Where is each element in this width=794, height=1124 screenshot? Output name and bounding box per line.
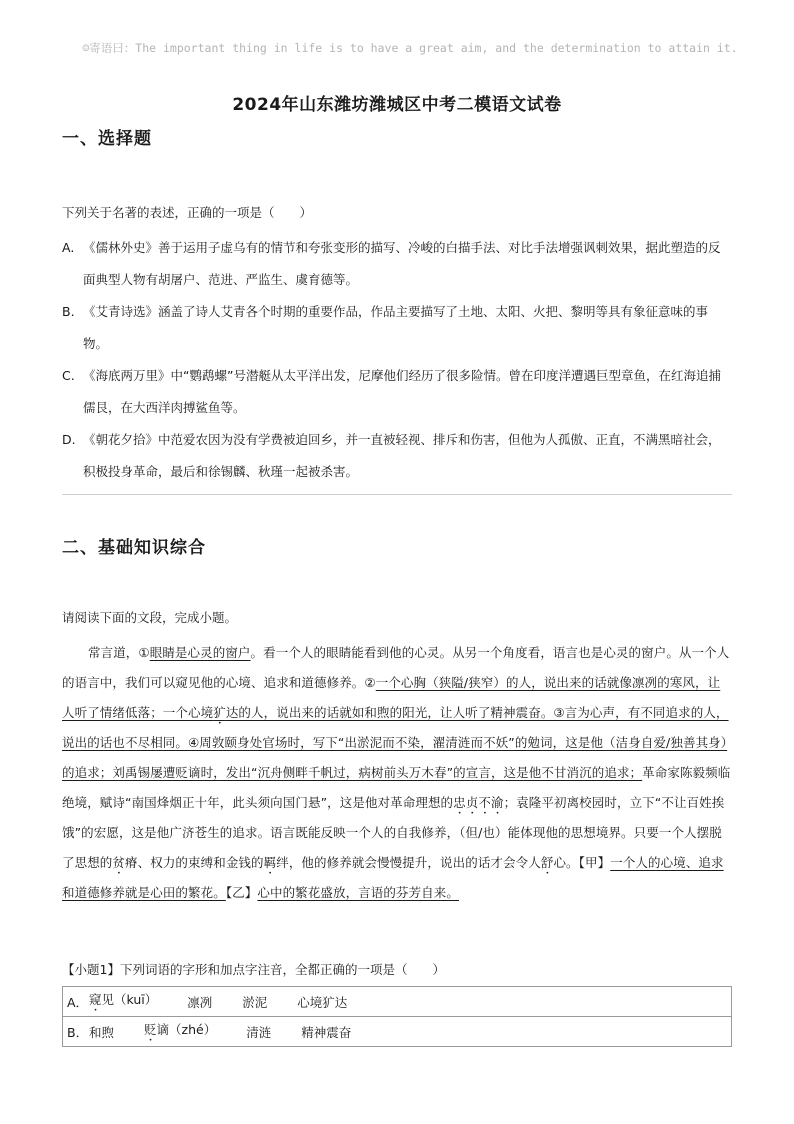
table-row[interactable] xyxy=(63,1017,732,1047)
reading-instruction: 请阅读下面的文段，完成小题。 xyxy=(62,610,238,625)
underlined-sentence: 心中的繁花盛放，言语的芬芳自来。 xyxy=(257,885,459,900)
option-label: D. xyxy=(62,432,76,447)
section-divider xyxy=(62,494,732,495)
option-label: B. xyxy=(62,304,75,319)
option-text: 《朝花夕拾》中范爱农因为没有学费被迫回乡，并一直被轻视、排斥和伤害，但他为人孤傲、正直，不满黑暗社会，积极投身革命，最后和徐锡麟、秋瑾一起被杀害。 xyxy=(83,432,721,479)
option-word: 凛冽 xyxy=(187,994,213,1010)
option-word xyxy=(144,1020,216,1044)
underlined-sentence: 达的人，说出来的话就如和煦的阳光，让人听了精神震奋。③言为心声，有不同追求的人，说出的话也不尽相同。④周敦颐身处官场时，写下“出淤泥而不染，濯清涟而不妖”的勉词，这是他（洁身自爱/独善其身）的追求；刘禹锡屡遭贬谪时，发出“沉舟侧畔千帆过，病树前头万木春”的宣言，这是他不甘消沉的追求； xyxy=(62,705,729,780)
passage-text: 心。【甲】 xyxy=(553,855,611,870)
page-title: 2024年山东潍坊潍城区中考二模语文试卷 xyxy=(232,95,562,115)
option-label: C. xyxy=(62,368,75,383)
passage-text: 。看一个人的眼睛能看到他的心灵。从另一个角度看，语言也是心灵的窗户。从一个人的语言中，我们可以窥见他的心境、追求和道德修养。② xyxy=(62,645,730,690)
subquestion-stem: 【小题1】下列词语的字形和加点字注音，全都正确的一项是（ ） xyxy=(62,962,445,977)
option-label: A． xyxy=(67,994,89,1010)
passage-text: 常言道，① xyxy=(88,645,150,660)
section-heading-basics: 二、基础知识综合 xyxy=(62,538,206,558)
underlined-phrase: 眼睛是心灵的窗户 xyxy=(149,645,251,660)
option-text: 《艾青诗选》涵盖了诗人艾青各个时期的重要作品，作品主要描写了土地、太阳、火把、黎明等具有象征意味的事物。 xyxy=(83,304,709,351)
table-row[interactable] xyxy=(63,987,732,1017)
option-word: 淤泥 xyxy=(242,994,268,1010)
option-d[interactable] xyxy=(62,424,732,488)
dotted-char: 羁 xyxy=(263,855,277,870)
dotted-char: 犷 xyxy=(213,705,226,720)
option-label: A. xyxy=(62,240,75,255)
option-a[interactable] xyxy=(62,232,732,296)
table-cell xyxy=(63,1017,732,1047)
passage-text: 【乙】 xyxy=(225,885,258,900)
dotted-phrase: 忠贞不渝 xyxy=(453,795,504,810)
option-word: 清涟 xyxy=(246,1024,272,1040)
option-c[interactable] xyxy=(62,360,732,424)
dotted-char: 贬 xyxy=(144,1021,157,1037)
question-stem: 下列关于名著的表述，正确的一项是（ ） xyxy=(62,205,313,220)
motto-header: ☺寄语曰：The important thing in life is to have a great aim, and the determination to attain it. xyxy=(82,41,738,55)
underlined-sentence: 一个心胸（狭隘/狭窄）的人，说出来的话就像凛冽的寒风，让人听了情绪低落；一个心境 xyxy=(62,675,721,720)
passage-text: ；袁隆平初离校园时，立下“不让百姓挨饿”的宏愿，这是他广济苍生的追求。语言既能反映一个人的自我修养，（但/也）能体现他的思想境界。只要一个人摆脱了思想的 xyxy=(62,795,725,870)
dotted-char: 贫 xyxy=(112,855,126,870)
dotted-char: 舒 xyxy=(540,855,554,870)
option-label: B． xyxy=(67,1024,89,1040)
option-word: 心境犷达 xyxy=(297,994,348,1010)
option-word: 和煦 xyxy=(89,1024,115,1040)
option-text: 《儒林外史》善于运用子虚乌有的情节和夸张变形的描写、冷峻的白描手法、对比手法增强讽刺效果，据此塑造的反面典型人物有胡屠户、范进、严监生、虞育德等。 xyxy=(83,240,721,287)
dotted-char: 窥 xyxy=(89,991,102,1007)
table-cell xyxy=(63,987,732,1017)
option-b[interactable] xyxy=(62,296,732,360)
section-heading-choice: 一、选择题 xyxy=(62,129,152,149)
subquestion-options-table xyxy=(62,986,732,1047)
underlined-sentence: 一个人的心境、追求和道德修养就是心田的繁花。 xyxy=(62,855,724,900)
passage-text: 绊，他的修养就会慢慢提升，说出的话才会令人 xyxy=(276,855,541,870)
option-word: 精神震奋 xyxy=(301,1024,352,1040)
reading-passage xyxy=(62,638,732,908)
passage-text: 瘠、权力的束缚和金钱的 xyxy=(125,855,264,870)
word-text: 谪（zhé） xyxy=(156,1021,217,1037)
option-text: 《海底两万里》中“鹦鹉螺”号潜艇从太平洋出发，尼摩他们经历了很多险情。曾在印度洋遭遇巨型章鱼，在红海追捕儒艮，在大西洋肉搏鲨鱼等。 xyxy=(83,368,721,415)
word-text: 见（kuī） xyxy=(101,991,158,1007)
passage-paragraph xyxy=(62,638,732,908)
answer-options xyxy=(62,232,732,488)
passage-text: 革命家陈毅频临绝境，赋诗“南国烽烟正十年，此头须向国门悬”，这是他对革命理想的 xyxy=(62,765,731,810)
option-word xyxy=(89,990,157,1014)
